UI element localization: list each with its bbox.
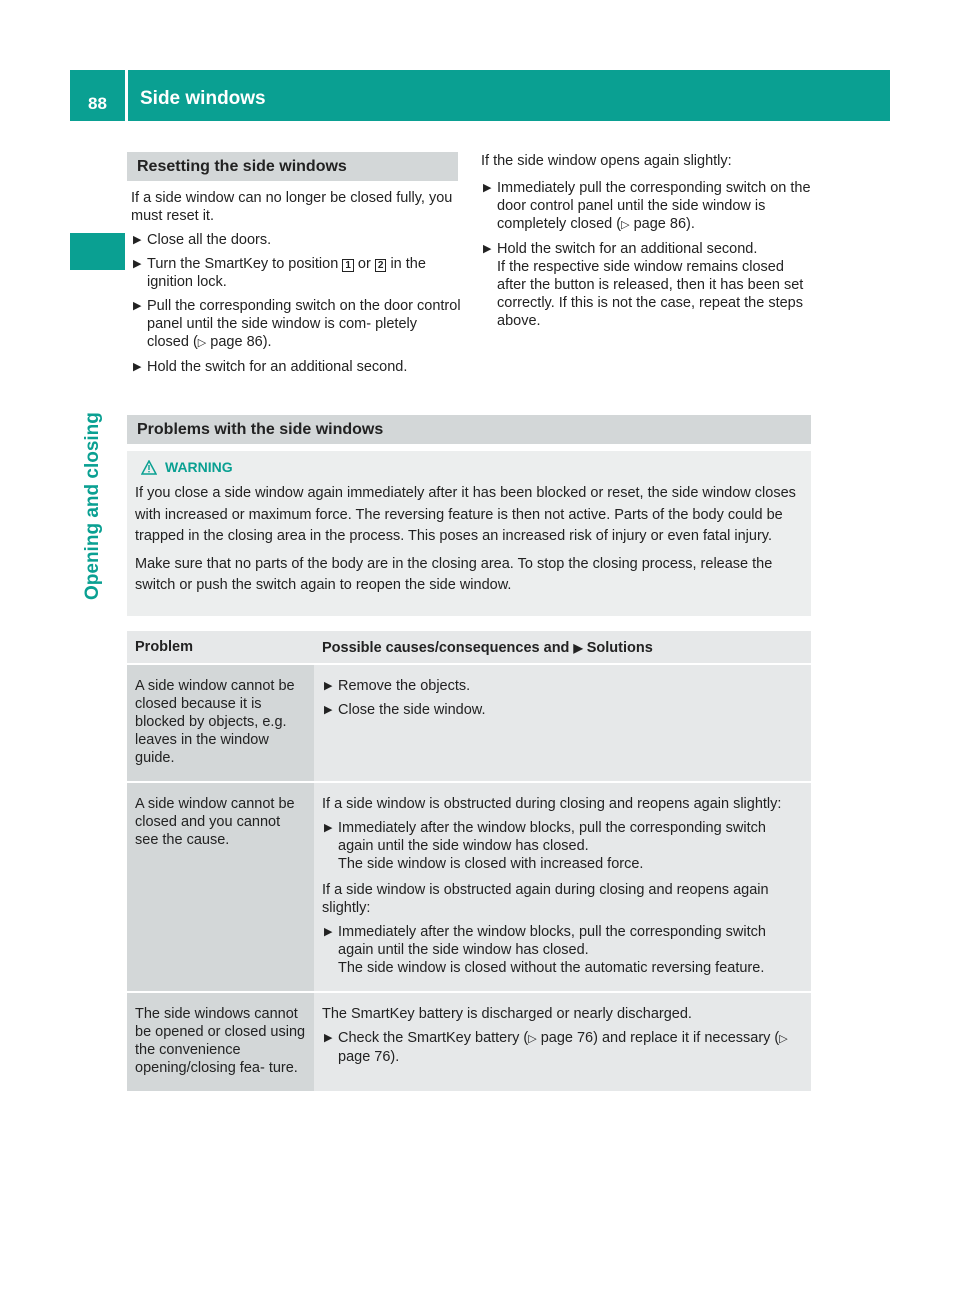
solution-cell: ▶ Remove the objects. ▶ Close the side window. — [314, 663, 811, 781]
chapter-tab — [70, 233, 125, 270]
chapter-label: Opening and closing — [82, 412, 103, 600]
table-header-row — [127, 631, 811, 663]
reopen-step-1: ▶ Immediately pull the corresponding switch on the door control panel until the side window is completely closed (▷ page 86). — [483, 180, 811, 232]
position-2-icon: 2 — [375, 259, 387, 272]
page-ref-icon: ▷ — [621, 219, 630, 231]
page-ref-icon: ▷ — [528, 1033, 537, 1045]
resetting-step-2: ▶ Turn the SmartKey to position 1 or 2 in the ignition lock. — [133, 256, 426, 290]
arrow-icon: ▶ — [573, 641, 583, 655]
arrow-icon: ▶ — [133, 258, 142, 270]
table-row — [127, 781, 811, 991]
solution-cell: The SmartKey battery is discharged or nearly discharged. ▶ Check the SmartKey battery (▷ page 76) and replace it if necessary (▷ page 76). — [314, 991, 811, 1091]
page-ref-icon: ▷ — [197, 337, 207, 349]
page-number: 88 — [88, 94, 107, 113]
col-header-problem: Problem — [127, 631, 314, 663]
arrow-icon: ▶ — [324, 926, 333, 938]
arrow-icon: ▶ — [133, 361, 142, 373]
problems-heading: Problems with the side windows — [127, 415, 811, 444]
problem-cell: The side windows cannot be opened or closed using the convenience opening/closing fea- ture. — [127, 991, 314, 1091]
arrow-icon: ▶ — [483, 243, 492, 255]
warning-icon — [141, 460, 157, 475]
resetting-step-1: ▶ Close all the doors. — [133, 232, 272, 248]
solution-cell: If a side window is obstructed during closing and reopens again slightly: ▶ Immediately after the window blocks, pull the corresponding switch again until the side window has closed. The side window is closed with increased force. If a side window is obstructed again during closing and reopens again slightly: ▶ Immediately after the window blocks, pull the corresponding switch again until the side window has closed. The side window is closed without the automatic reversing feature. — [314, 781, 811, 991]
arrow-icon: ▶ — [133, 300, 142, 312]
problems-table — [127, 631, 811, 1091]
warning-box — [127, 451, 811, 616]
page-ref-icon: ▷ — [779, 1033, 788, 1045]
position-1-icon: 1 — [342, 259, 354, 272]
warning-text-2: Make sure that no parts of the body are in the closing area. To stop the closing process, release the switch or push the switch again to reopen the side window. — [135, 555, 773, 593]
arrow-icon: ▶ — [133, 234, 142, 246]
page-number-box — [70, 70, 125, 121]
resetting-step-4: ▶ Hold the switch for an additional second. — [133, 359, 408, 375]
col-header-solutions: Possible causes/consequences and ▶ Solutions — [314, 631, 811, 663]
arrow-icon: ▶ — [324, 680, 333, 692]
warning-title: WARNING — [141, 459, 803, 475]
page-title: Side windows — [128, 70, 890, 121]
table-row — [127, 663, 811, 781]
resetting-step-3: ▶ Pull the corresponding switch on the door control panel until the side window is com- pletely closed (▷ page 86). — [133, 298, 461, 350]
reopen-step-2: ▶ Hold the switch for an additional second. If the respective side window remains closed after the button is released, then it has been set correctly. If this is not the case, repeat the steps above. — [483, 241, 804, 329]
warning-text-1: If you close a side window again immediately after it has been blocked or reset, the side window closes with increased or maximum force. The reversing feature is then not active. Parts of the body could be trapped in the closing area in the process. This poses an increased risk of injury or even fatal injury. — [135, 485, 796, 544]
reopen-intro: If the side window opens again slightly: — [481, 153, 732, 169]
arrow-icon: ▶ — [324, 822, 333, 834]
problem-cell: A side window cannot be closed and you cannot see the cause. — [127, 781, 314, 991]
arrow-icon: ▶ — [324, 1032, 333, 1044]
table-row — [127, 991, 811, 1091]
problem-cell: A side window cannot be closed because it is blocked by objects, e.g. leaves in the window guide. — [127, 663, 314, 781]
resetting-content — [131, 189, 461, 376]
resetting-intro: If a side window can no longer be closed fully, you must reset it. — [131, 190, 453, 224]
resetting-heading: Resetting the side windows — [127, 152, 458, 181]
reopen-content — [481, 152, 813, 330]
arrow-icon: ▶ — [483, 182, 492, 194]
arrow-icon: ▶ — [324, 704, 333, 716]
